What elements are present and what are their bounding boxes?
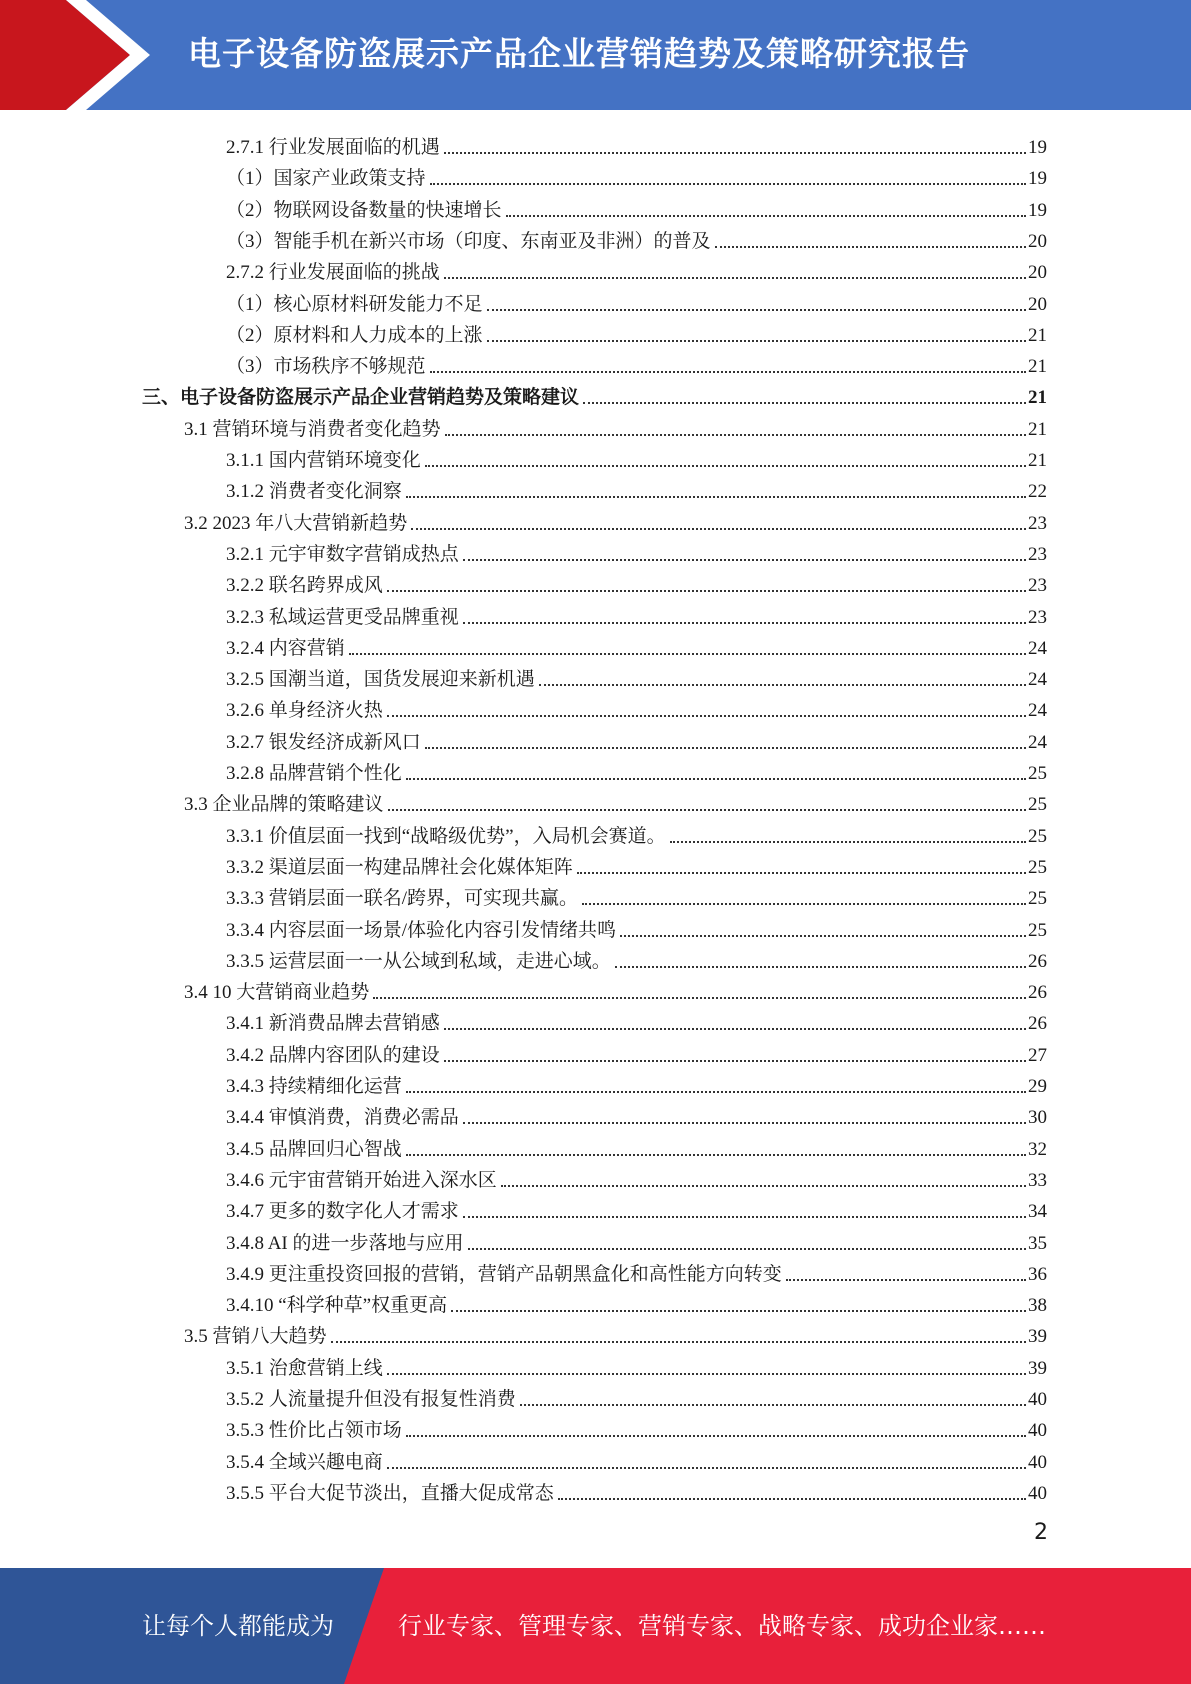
toc-dot-leader: [501, 1184, 1026, 1187]
toc-dot-leader: [373, 996, 1026, 999]
toc-dot-leader: [520, 1403, 1026, 1406]
toc-dot-leader: [387, 589, 1026, 592]
toc-entry-page: 21: [1028, 356, 1047, 378]
toc-dot-leader: [444, 276, 1026, 279]
toc-entry-page: 21: [1028, 387, 1047, 409]
toc-entry-title: 3.2.8 品牌营销个性化: [226, 763, 402, 784]
toc-entry[interactable]: [226, 1130, 1047, 1161]
toc-entry-page: 23: [1028, 575, 1047, 597]
toc-dot-leader: [444, 151, 1026, 154]
toc-entry-page: 20: [1028, 230, 1047, 252]
toc-entry-page: 29: [1028, 1076, 1047, 1097]
toc-dot-leader: [451, 1309, 1026, 1312]
toc-entry-title: 3.5.1 治愈营销上线: [226, 1357, 383, 1379]
toc-entry-title: 3.4.5 品牌回归心智战: [226, 1138, 402, 1160]
toc-entry[interactable]: [226, 253, 1047, 284]
toc-dot-leader: [425, 464, 1026, 467]
toc-entry[interactable]: [226, 1286, 1047, 1317]
toc-entry[interactable]: [226, 1036, 1047, 1067]
toc-dot-leader: [406, 1090, 1026, 1093]
toc-entry[interactable]: [226, 629, 1047, 660]
toc-entry-title: 3.4.4 审慎消费，消费必需品: [226, 1107, 459, 1129]
toc-entry-page: 25: [1028, 856, 1047, 878]
toc-entry-page: 34: [1028, 1201, 1047, 1223]
toc-dot-leader: [388, 808, 1026, 811]
toc-entry-title: （1）核心原材料研发能力不足: [226, 293, 483, 315]
toc-dot-leader: [487, 308, 1026, 311]
toc-entry[interactable]: [184, 1317, 1047, 1348]
toc-entry-title: 3.4.10 “科学种草”权重更高: [226, 1295, 448, 1317]
toc-entry[interactable]: [226, 472, 1047, 503]
toc-entry-title: （2）原材料和人力成本的上涨: [226, 324, 483, 346]
toc-dot-leader: [387, 1466, 1026, 1469]
toc-dot-leader: [487, 339, 1026, 342]
page-footer: [0, 1568, 1191, 1684]
toc-dot-leader: [463, 558, 1026, 561]
toc-entry-title: 3.3.4 内容层面一场景/体验化内容引发情绪共鸣: [226, 919, 617, 941]
toc-entry-title: 2.7.2 行业发展面临的挑战: [226, 262, 440, 284]
toc-entry-title: 3.3.5 运营层面一一从公域到私域，走进心域。: [226, 950, 611, 972]
toc-entry-page: 25: [1028, 794, 1047, 816]
toc-entry-page: 25: [1028, 825, 1047, 847]
toc-entry-page: 20: [1028, 262, 1047, 284]
toc-dot-leader: [406, 1153, 1026, 1156]
toc-entry-page: 24: [1028, 669, 1047, 691]
toc-entry-page: 26: [1028, 982, 1047, 1004]
toc-entry[interactable]: [226, 128, 1047, 159]
toc-entry-title: 3.2.3 私域运营更受品牌重视: [226, 606, 459, 628]
toc-entry-page: 30: [1028, 1107, 1047, 1129]
toc-entry-page: 39: [1028, 1326, 1047, 1348]
toc-dot-leader: [463, 1215, 1026, 1218]
toc-entry-page: 19: [1028, 168, 1047, 190]
toc-entry-title: 3.5 营销八大趋势: [184, 1326, 327, 1348]
toc-entry-title: 3.4 10 大营销商业趋势: [184, 982, 370, 1004]
toc-dot-leader: [670, 840, 1026, 843]
footer-roles: 行业专家、管理专家、营销专家、战略专家、成功企业家……: [398, 1612, 1046, 1640]
toc-entry-page: 39: [1028, 1357, 1047, 1379]
toc-dot-leader: [331, 1340, 1026, 1343]
toc-entry[interactable]: [226, 1224, 1047, 1255]
toc-entry[interactable]: [226, 347, 1047, 378]
toc-entry-title: （2）物联网设备数量的快速增长: [226, 199, 502, 221]
toc-entry-page: 23: [1028, 512, 1047, 534]
toc-entry[interactable]: [226, 1161, 1047, 1192]
toc-entry-page: 19: [1028, 199, 1047, 221]
toc-entry-title: （3）市场秩序不够规范: [226, 356, 426, 378]
toc-entry[interactable]: [226, 754, 1047, 785]
toc-dot-leader: [463, 1121, 1026, 1124]
toc-dot-leader: [468, 1247, 1026, 1250]
toc-entry-page: 21: [1028, 324, 1047, 346]
toc-entry-page: 19: [1028, 137, 1047, 158]
document-title: 电子设备防盗展示产品企业营销趋势及策略研究报告: [188, 34, 970, 73]
toc-entry-title: 3.4.6 元宇宙营销开始进入深水区: [226, 1169, 497, 1191]
toc-entry-page: 24: [1028, 637, 1047, 659]
toc-entry-page: 24: [1028, 731, 1047, 753]
toc-entry-title: 3.2.6 单身经济火热: [226, 700, 383, 722]
toc-dot-leader: [463, 621, 1026, 624]
page-number: 2: [1034, 1520, 1048, 1545]
toc-entry[interactable]: [184, 973, 1047, 1004]
toc-entry-page: 20: [1028, 293, 1047, 315]
toc-dot-leader: [406, 1434, 1026, 1437]
toc-entry-title: （1）国家产业政策支持: [226, 168, 426, 190]
toc-entry-title: 3.5.5 平台大促节淡出，直播大促成常态: [226, 1482, 554, 1504]
toc-entry-page: 35: [1028, 1232, 1047, 1254]
toc-entry-page: 40: [1028, 1482, 1047, 1504]
toc-entry-title: 3.5.2 人流量提升但没有报复性消费: [226, 1389, 516, 1410]
toc-entry-page: 21: [1028, 450, 1047, 471]
toc-entry[interactable]: [226, 535, 1047, 566]
toc-entry-title: 3.4.2 品牌内容团队的建设: [226, 1044, 440, 1066]
toc-dot-leader: [406, 777, 1026, 780]
toc-dot-leader: [558, 1497, 1026, 1500]
toc-entry-title: 3.4.8 AI 的进一步落地与应用: [226, 1232, 464, 1254]
toc-entry[interactable]: [184, 504, 1047, 535]
toc-entry[interactable]: [226, 1004, 1047, 1035]
toc-entry-title: 3.4.1 新消费品牌去营销感: [226, 1013, 440, 1035]
toc-entry[interactable]: [226, 942, 1047, 973]
toc-entry-title: 3.3.2 渠道层面一构建品牌社会化媒体矩阵: [226, 856, 573, 878]
toc-dot-leader: [430, 182, 1026, 185]
toc-entry-page: 25: [1028, 919, 1047, 941]
toc-entry-page: 21: [1028, 418, 1047, 440]
toc-dot-leader: [387, 1372, 1026, 1375]
toc-dot-leader: [715, 245, 1026, 248]
toc-entry-page: 26: [1028, 1013, 1047, 1035]
toc-entry[interactable]: [226, 879, 1047, 910]
toc-dot-leader: [615, 965, 1026, 968]
toc-entry[interactable]: [226, 1098, 1047, 1129]
toc-entry-title: 3.2.1 元宇审数字营销成热点: [226, 543, 459, 565]
toc-dot-leader: [444, 1027, 1026, 1030]
toc-entry[interactable]: [226, 222, 1047, 253]
page-header: [0, 0, 1191, 110]
toc-entry[interactable]: [226, 911, 1047, 942]
toc-entry-title: 3.5.4 全域兴趣电商: [226, 1451, 383, 1473]
toc-entry[interactable]: [226, 1380, 1047, 1411]
toc-dot-leader: [406, 495, 1026, 498]
toc-dot-leader: [786, 1278, 1026, 1281]
footer-slogan: 让每个人都能成为: [142, 1612, 334, 1640]
toc-entry[interactable]: [226, 316, 1047, 347]
toc-entry-page: 40: [1028, 1451, 1047, 1473]
toc-dot-leader: [582, 902, 1026, 905]
toc-entry[interactable]: [226, 159, 1047, 190]
toc-dot-leader: [539, 683, 1026, 686]
toc-entry-page: 32: [1028, 1138, 1047, 1160]
toc-entry-title: （3）智能手机在新兴市场（印度、东南亚及非洲）的普及: [226, 230, 711, 252]
toc-entry-title: 3.2.2 联名跨界成风: [226, 575, 383, 597]
toc-entry[interactable]: [226, 598, 1047, 629]
toc-entry-page: 26: [1028, 950, 1047, 972]
toc-entry[interactable]: [226, 1067, 1047, 1098]
toc-entry-title: 2.7.1 行业发展面临的机遇: [226, 137, 440, 158]
toc-entry-page: 33: [1028, 1169, 1047, 1191]
toc-entry[interactable]: [226, 1255, 1047, 1286]
toc-entry-page: 23: [1028, 606, 1047, 628]
toc-entry[interactable]: [226, 441, 1047, 472]
toc-entry-title: 3.5.3 性价比占领市场: [226, 1420, 402, 1442]
toc-entry[interactable]: [226, 817, 1047, 848]
toc-entry-title: 3.3.3 营销层面一联名/跨界，可实现共赢。: [226, 888, 579, 910]
toc-entry[interactable]: [226, 191, 1047, 222]
toc-entry-page: 24: [1028, 700, 1047, 722]
toc-entry-page: 38: [1028, 1295, 1047, 1317]
toc-entry-page: 36: [1028, 1263, 1047, 1285]
toc-entry[interactable]: [226, 1411, 1047, 1442]
toc-dot-leader: [506, 214, 1026, 217]
toc-entry-page: 23: [1028, 543, 1047, 565]
toc-dot-leader: [387, 714, 1026, 717]
toc-entry-title: 3.4.7 更多的数字化人才需求: [226, 1201, 459, 1223]
toc-dot-leader: [620, 934, 1026, 937]
toc-entry-title: 3.4.9 更注重投资回报的营销，营销产品朝黑盒化和高性能方向转变: [226, 1263, 782, 1285]
toc-entry-title: 3.3.1 价值层面一找到“战略级优势”，入局机会赛道。: [226, 825, 666, 847]
toc-dot-leader: [430, 370, 1026, 373]
toc-entry-page: 27: [1028, 1044, 1047, 1066]
toc-entry-title: 3.3 企业品牌的策略建议: [184, 794, 384, 816]
toc-entry[interactable]: [226, 691, 1047, 722]
toc-entry[interactable]: [184, 410, 1047, 441]
toc-dot-leader: [411, 527, 1026, 530]
toc-entry[interactable]: [226, 660, 1047, 691]
toc-entry-page: 40: [1028, 1420, 1047, 1442]
toc-entry[interactable]: [184, 785, 1047, 816]
toc-dot-leader: [583, 401, 1026, 404]
toc-dot-leader: [444, 1059, 1026, 1062]
toc-entry[interactable]: [226, 1192, 1047, 1223]
toc-entry[interactable]: [226, 1349, 1047, 1380]
toc-entry[interactable]: [226, 1474, 1047, 1505]
toc-entry-title: 三、电子设备防盗展示产品企业营销趋势及策略建议: [142, 387, 580, 409]
toc-entry-page: 25: [1028, 763, 1047, 784]
toc-entry[interactable]: [226, 848, 1047, 879]
toc-entry-title: 3.2.7 银发经济成新风口: [226, 731, 421, 753]
toc-entry-title: 3.2.5 国潮当道，国货发展迎来新机遇: [226, 669, 535, 691]
toc-dot-leader: [349, 652, 1026, 655]
toc-entry-title: 3.1.1 国内营销环境变化: [226, 450, 421, 471]
toc-entry-page: 25: [1028, 888, 1047, 910]
toc-dot-leader: [445, 433, 1026, 436]
toc-entry-page: 22: [1028, 481, 1047, 503]
toc-entry-title: 3.1 营销环境与消费者变化趋势: [184, 418, 441, 440]
toc-entry[interactable]: [226, 285, 1047, 316]
toc-entry[interactable]: [226, 1443, 1047, 1474]
toc-entry-title: 3.1.2 消费者变化洞察: [226, 481, 402, 503]
toc-entry[interactable]: [226, 566, 1047, 597]
toc-dot-leader: [577, 871, 1026, 874]
toc-entry-title: 3.4.3 持续精细化运营: [226, 1076, 402, 1097]
toc-entry-page: 40: [1028, 1389, 1047, 1410]
toc-entry[interactable]: [226, 723, 1047, 754]
toc-entry-title: 3.2.4 内容营销: [226, 637, 345, 659]
toc-dot-leader: [425, 746, 1026, 749]
toc-entry-title: 3.2 2023 年八大营销新趋势: [184, 512, 408, 534]
toc-entry[interactable]: [142, 378, 1047, 409]
